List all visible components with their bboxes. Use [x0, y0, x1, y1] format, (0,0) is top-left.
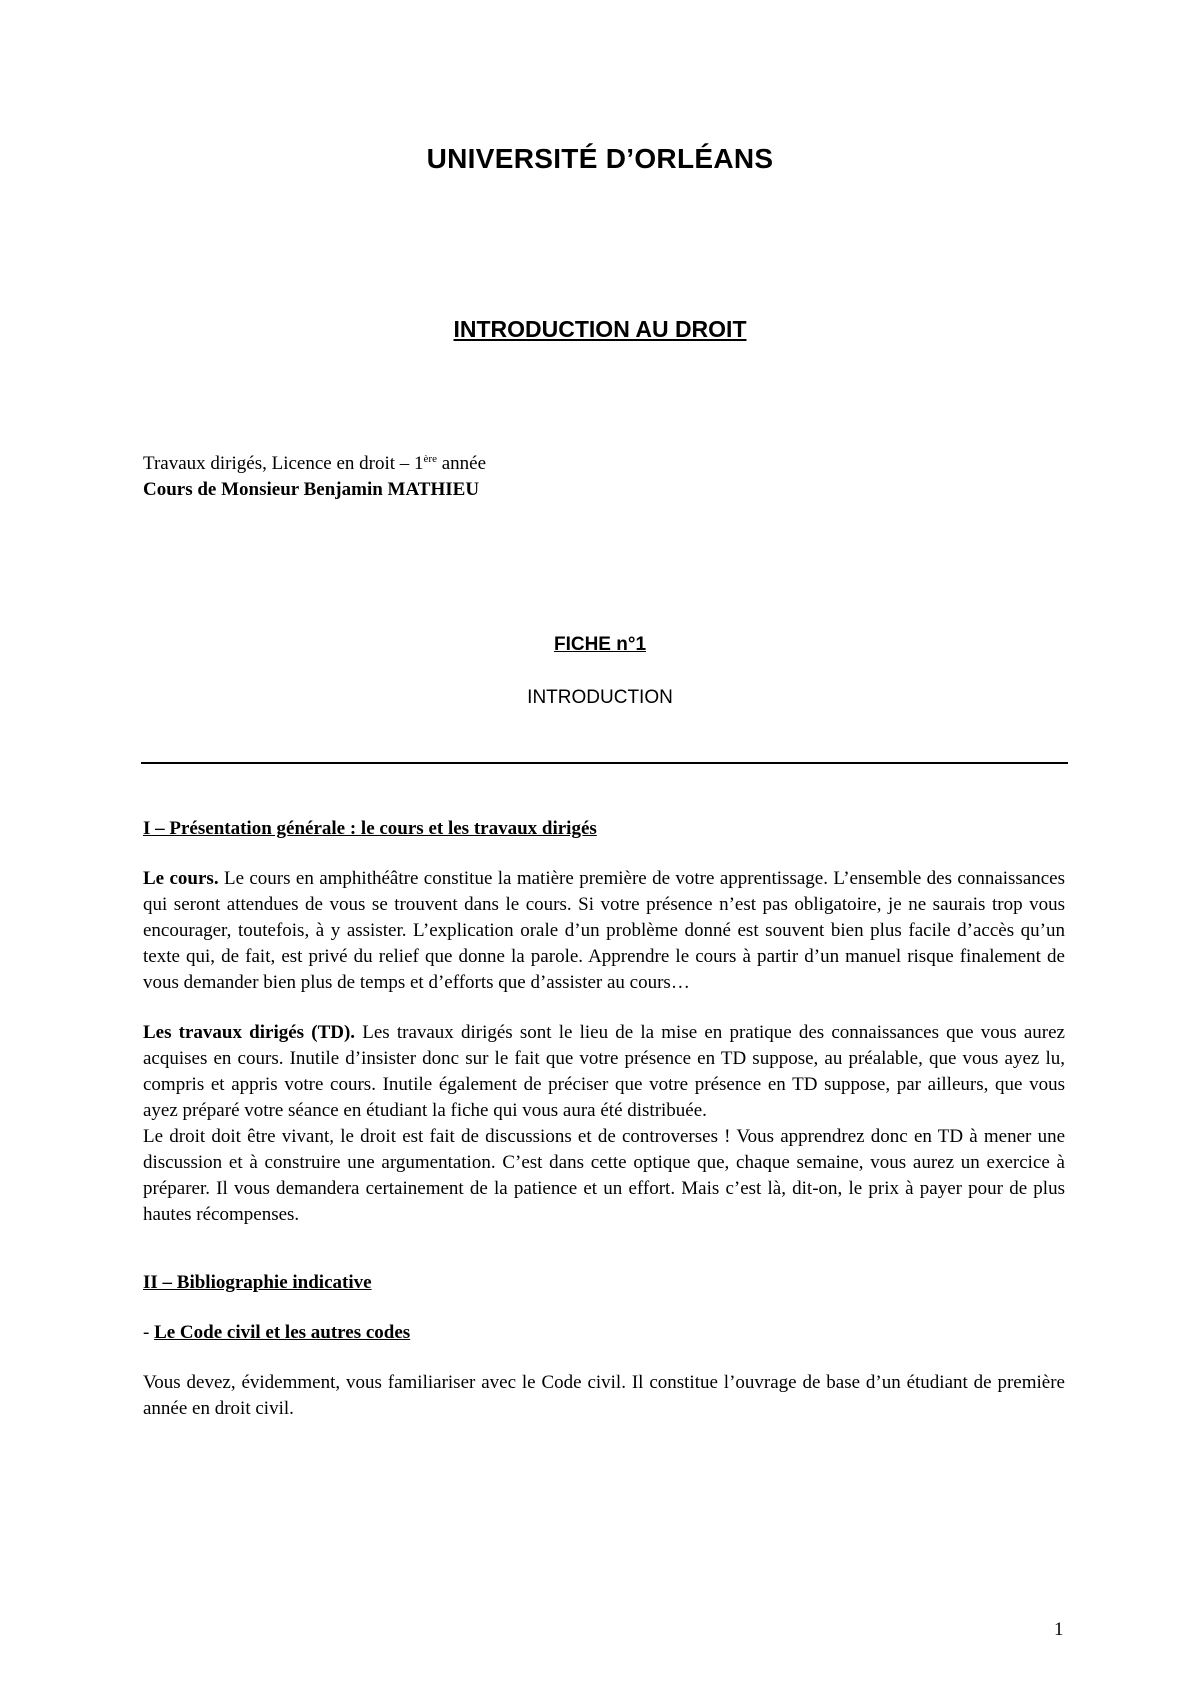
subtitle-text: Le Code civil et les autres codes — [154, 1322, 411, 1343]
course-meta — [143, 451, 486, 503]
meta-program-suffix: année — [436, 453, 487, 474]
horizontal-divider — [141, 762, 1068, 764]
section-2-title: II – Bibliographie indicative — [143, 1272, 372, 1293]
paragraph-lead: Les travaux dirigés (TD). — [143, 1022, 356, 1043]
university-heading: UNIVERSITÉ D’ORLÉANS — [426, 143, 774, 174]
course-title: INTRODUCTION AU DROIT — [453, 316, 747, 342]
section-1-title: I – Présentation générale : le cours et les travaux dirigés — [143, 818, 597, 839]
section-1-paragraph-droit: Le droit doit être vivant, le droit est fait de discussions et de controverses ! Vous apprendrez donc en TD à mener une discussion et à construire une argumentation. C’est dans cette optique que, chaque semaine, vous aurez un exercice à préparer. Il vous demandera certainement de la patience et un effort. Mais c’est là, dit-on, le prix à payer pour de plus hautes récompenses. — [143, 1126, 1065, 1225]
page-number: 1 — [1054, 1619, 1064, 1640]
meta-line-professor: Cours de Monsieur Benjamin MATHIEU — [143, 479, 480, 500]
fiche-title: FICHE n°1 — [553, 634, 647, 655]
section-1-paragraph-td — [143, 1020, 1065, 1124]
section-2-paragraph-code: Vous devez, évidemment, vous familiariser avec le Code civil. Il constitue l’ouvrage de base d’un étudiant de première année en droit civil. — [143, 1372, 1065, 1419]
section-1-paragraph-cours — [143, 866, 1065, 996]
document-body — [143, 816, 1065, 1422]
paragraph-text: Le cours en amphithéâtre constitue la matière première de votre apprentissage. L’ensemble des connaissances qui seront attendues de vous se trouvent dans le cours. Si votre présence n’est pas obligatoire, je ne saurais trop vous encourager, toutefois, à y assister. L’explication orale d’un problème donné est souvent bien plus facile d’accès qu’un texte qui, de fait, est privé du relief que donne la parole. Apprendre le cours à partir d’un manuel risque finalement de vous demander bien plus de temps et d’efforts que d’assister au cours… — [143, 868, 1066, 993]
paragraph-text: Les travaux dirigés sont le lieu de la mise en pratique des connaissances que vous aurez acquises en cours. Inutile d’insister donc sur le fait que votre présence en TD suppose, au préalable, que vous ayez lu, compris et appris votre cours. Inutile également de préciser que votre présence en TD suppose, par ailleurs, que vous ayez préparé votre séance en étudiant la fiche qui vous aura été distribuée. — [143, 1022, 1065, 1121]
fiche-subtitle: INTRODUCTION — [527, 687, 673, 708]
paragraph-lead: Le cours. — [143, 868, 219, 889]
meta-program-text: Travaux dirigés, Licence en droit – 1 — [143, 453, 424, 474]
meta-program-sup: ère — [423, 453, 437, 465]
section-2-subtitle — [143, 1320, 1065, 1346]
subtitle-dash: - — [143, 1322, 155, 1343]
meta-line-program — [143, 451, 486, 477]
